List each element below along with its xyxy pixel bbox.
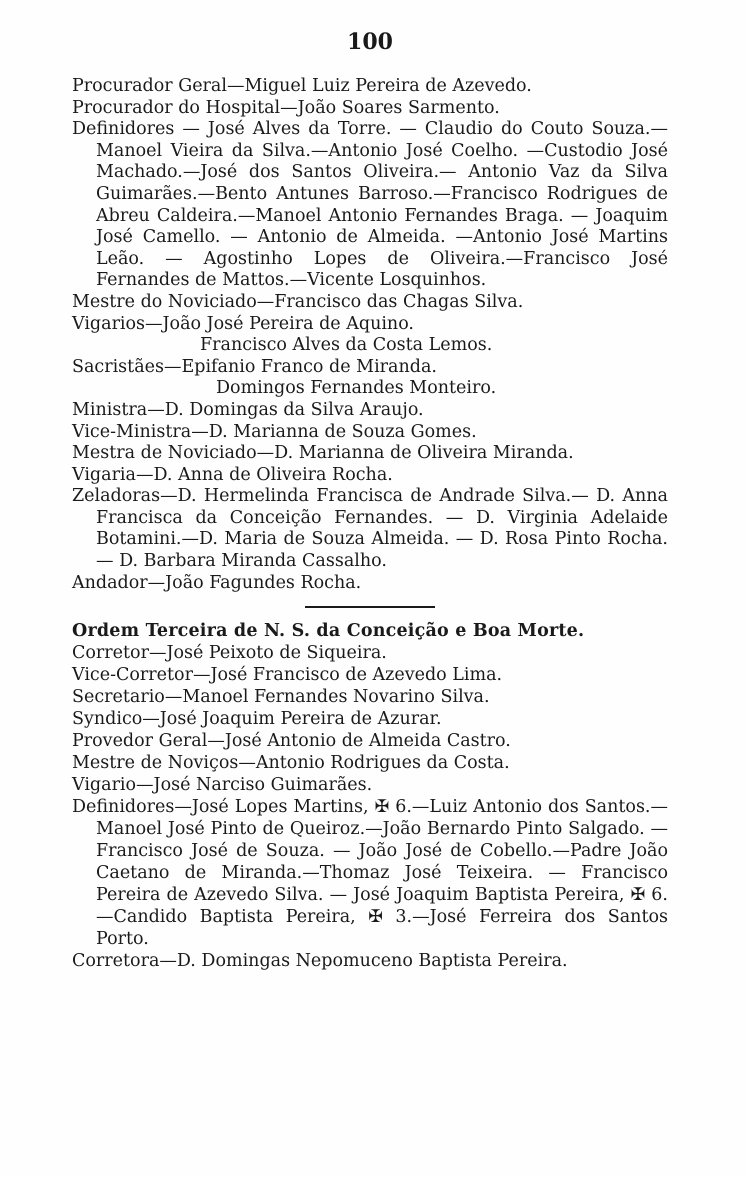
entry-text: Provedor Geral—José Antonio de Almeida Castro. (72, 731, 511, 752)
entry-text: Vice-Corretor—José Francisco de Azevedo Lima. (72, 665, 503, 686)
section-ordem-terceira (72, 620, 668, 972)
entry-vigaria (72, 465, 668, 487)
entry-text: Mestre do Noviciado—Francisco das Chagas Silva. (72, 291, 524, 312)
entry-text: Definidores—José Lopes Martins, ✠ 6.—Luiz Antonio dos Santos.—Manoel José Pinto de Queiroz.—João Bernardo Pinto Salgado. — Francisco José de Souza. — João José de Cobello.—Padre João Caetano de Miranda.—Thomaz José Teixeira. — Francisco Pereira de Azevedo Silva. — José Joaquim Baptista Pereira, ✠ 6.—Candido Baptista Pereira, ✠ 3.—José Ferreira dos Santos Porto. (72, 797, 668, 950)
entry-mestra-noviciado (72, 443, 668, 465)
entry-text: Secretario—Manoel Fernandes Novarino Silva. (72, 687, 490, 708)
entry-corretor (72, 642, 668, 664)
entry-text: Vice-Ministra—D. Marianna de Souza Gomes. (72, 421, 477, 442)
entry-text: Vigaria—D. Anna de Oliveira Rocha. (72, 464, 393, 485)
entry-continuation: Francisco Alves da Costa Lemos. (200, 335, 493, 356)
section-divider (305, 606, 435, 608)
section-heading: Ordem Terceira de N. S. da Conceição e Boa Morte. (72, 621, 585, 642)
entry-text: Definidores — José Alves da Torre. — Claudio do Couto Souza.—Manoel Vieira da Silva.—Antonio José Coelho. —Custodio José Machado.—José dos Santos Oliveira.— Antonio Vaz da Silva Guimarães.—Bento Antunes Barroso.—Francisco Rodrigues de Abreu Caldeira.—Manoel Antonio Fernandes Braga. — Joaquim José Camello. — Antonio de Almeida. —Antonio José Martins Leão. — Agostinho Lopes de Oliveira.—Francisco José Fernandes de Mattos.—Vicente Losquinhos. (72, 119, 668, 291)
entry-corretora (72, 950, 668, 972)
entry-definidores-2 (72, 796, 668, 950)
entry-provedor-geral (72, 730, 668, 752)
entry-vice-corretor (72, 664, 668, 686)
entry-andador (72, 573, 668, 595)
entry-text: Vigarios—João José Pereira de Aquino. (72, 313, 414, 334)
entry-text: Ministra—D. Domingas da Silva Araujo. (72, 399, 424, 420)
entry-text: Corretora—D. Domingas Nepomuceno Baptista Pereira. (72, 951, 568, 972)
entry-text: Mestre de Noviços—Antonio Rodrigues da Costa. (72, 753, 510, 774)
entry-secretario (72, 686, 668, 708)
entry-text: Procurador Geral—Miguel Luiz Pereira de Azevedo. (72, 76, 532, 96)
entry-procurador-geral (72, 76, 668, 98)
entry-text: Vigario—José Narciso Guimarães. (72, 775, 373, 796)
entry-text: Syndico—José Joaquim Pereira de Azurar. (72, 709, 442, 730)
section-officers (72, 76, 668, 594)
entry-sacristaes (72, 357, 668, 400)
entry-syndico (72, 708, 668, 730)
entry-vigarios (72, 314, 668, 357)
entry-mestre-noviciado (72, 292, 668, 314)
entry-continuation: Domingos Fernandes Monteiro. (216, 378, 497, 399)
entry-text: Mestra de Noviciado—D. Marianna de Oliveira Miranda. (72, 443, 574, 464)
entry-text: Andador—João Fagundes Rocha. (72, 572, 362, 593)
entry-text: Zeladoras—D. Hermelinda Francisca de Andrade Silva.— D. Anna Francisca da Conceição Fernandes. — D. Virginia Adelaide Botamini.—D. Maria de Souza Almeida. — D. Rosa Pinto Rocha.— D. Barbara Miranda Cassalho. (72, 486, 668, 572)
entry-definidores (72, 119, 668, 292)
entry-text: Procurador do Hospital—João Soares Sarmento. (72, 97, 500, 118)
entry-ministra (72, 400, 668, 422)
entry-text: Corretor—José Peixoto de Siqueira. (72, 643, 387, 664)
entry-procurador-hospital (72, 98, 668, 120)
entry-mestre-novicos (72, 752, 668, 774)
document-page (72, 30, 668, 972)
entry-text: Sacristães—Epifanio Franco de Miranda. (72, 356, 437, 377)
entry-vice-ministra (72, 422, 668, 444)
entry-vigario (72, 774, 668, 796)
entry-zeladoras (72, 486, 668, 572)
page-number: 100 (347, 29, 393, 55)
